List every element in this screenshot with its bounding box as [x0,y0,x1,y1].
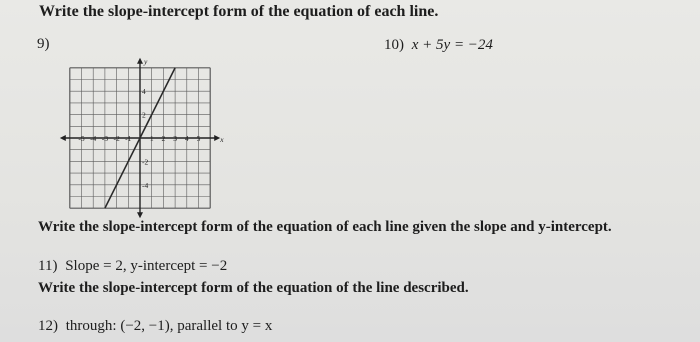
x-tick-label: -2 [113,134,120,143]
x-tick-label: 1 [149,134,154,143]
instruction-heading-2: Write the slope-intercept form of the equation of each line given the slope and y-intercept. [38,219,612,235]
problem-12-text: through: (−2, −1), parallel to y = x [65,318,273,334]
x-tick-label: 2 [161,134,166,143]
x-tick-label: 5 [196,134,201,143]
x-tick-label: -4 [90,134,97,143]
instruction-heading-1: Write the slope-intercept form of the equation of each line. [39,3,439,20]
y-tick-label: -4 [142,180,149,190]
x-tick-label: -3 [101,134,109,143]
x-tick-label: 3 [173,134,177,143]
y-tick-label: -2 [142,157,149,167]
problem-11-text: Slope = 2, y-intercept = −2 [65,258,228,274]
problem-10-number: 10) [384,37,404,53]
x-tick-label: -1 [125,134,132,143]
problem-10-equation: x + 5y = −24 [411,37,493,53]
y-tick-label: 2 [142,110,146,120]
axis-arrow [60,135,66,141]
x-axis-label: x [220,135,224,144]
problem-12-number: 12) [38,318,58,334]
axis-arrow [137,212,143,218]
instruction-heading-3: Write the slope-intercept form of the equation of the line described. [38,280,469,296]
problem-12 [38,318,272,335]
coordinate-graph [52,52,252,222]
x-tick-label: 4 [184,134,189,143]
axis-arrow [137,58,143,64]
problem-9-number: 9) [37,36,50,52]
problem-11-number: 11) [38,258,58,274]
y-tick-label: 4 [142,87,146,97]
y-axis-label: y [144,56,148,66]
problem-10 [384,37,493,54]
x-tick-label: -5 [78,134,85,143]
graph-tick-labels [78,57,224,190]
problem-11 [38,258,227,275]
